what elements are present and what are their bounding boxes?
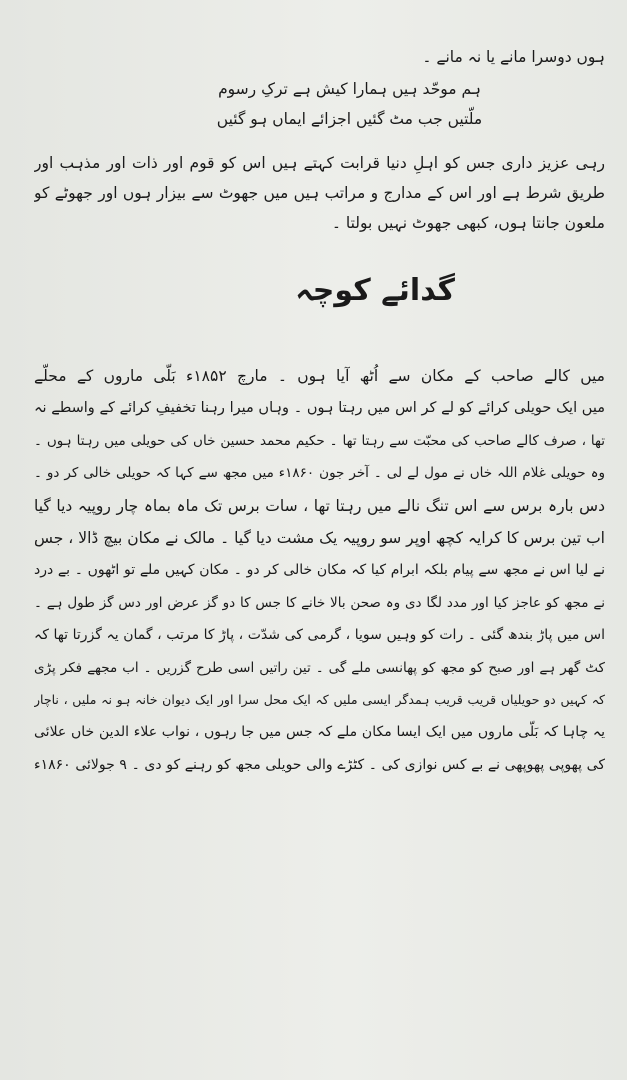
- paragraph-house: [34, 360, 605, 781]
- verse-line: ہم موحّد ہیں ہمارا کیش ہے ترکِ رسوم: [218, 80, 481, 98]
- paragraph-line: طریق شرط ہے اور اس کے مدارج و مراتب ہیں میں جھوٹ سے بیزار ہوں اور جھوٹے کو: [34, 184, 605, 202]
- paragraph-line: رہی عزیز داری جس کو اہلِ دنیا قرابت کہتے ہیں اس کو قوم اور ذات اور مذہب اور: [34, 154, 605, 172]
- section-heading: گدائے کوچہ: [295, 273, 455, 308]
- paragraph-line: اس میں پاڑ بندھ گئی ۔ رات کو وہیں سویا ، گرمی کی شدّت ، پاڑ کا مرتب ، گمان یہ گزرتا تھا کہ: [34, 627, 605, 644]
- verse-line: ملّتیں جب مٹ گئیں اجزائے ایماں ہو گئیں: [216, 110, 483, 128]
- paragraph-line: کٹ گھر ہے اور صبح کو مجھ کو پھانسی ملے گی ۔ تین راتیں اسی طرح گزریں ۔ اب مجھے فکر پڑی: [34, 659, 605, 676]
- paragraph-line: اب تین برس کا کرایہ کچھ اوپر سو روپیہ یک مشت دیا گیا ۔ مالک نے مکان بیچ ڈالا ، جس: [34, 529, 605, 548]
- verse-couplet: [34, 74, 605, 134]
- paragraph-line: وہ حویلی غلام اللہ خاں نے مول لے لی ۔ آخر جون ۱۸۶۰ء میں مجھ سے کہا کہ حویلی خالی کر دو ۔: [34, 465, 605, 482]
- paragraph-line: کی پھوپی پھوپھی نے بے کس نوازی کی ۔ کٹڑے والی حویلی مجھ کو رہنے کو دی ۔ ۹ جولائی ۱۸۶۰ء: [34, 756, 605, 773]
- paragraph-line: دس بارہ برس سے اس تنگ نالے میں رہتا تھا ، سات برس تک ماہ بماہ چار روپیہ دیا گیا: [34, 496, 605, 515]
- paragraph-line: میں کالے صاحب کے مکان سے اُٹھ آیا ہوں ۔ مارچ ۱۸۵۲ء بَلّی ماروں کے محلّے: [34, 367, 605, 385]
- paragraph-line: ملعون جانتا ہوں، کبھی جھوٹ نہیں بولتا ۔: [331, 214, 605, 232]
- paragraph-line: نے مجھ کو عاجز کیا اور مدد لگا دی وہ صحن بالا خانے کا جس کا دو گز عرض اور دس گز طول ہے ۔: [34, 594, 605, 611]
- paragraph-line: نے لیا اس نے مجھ سے پیام بلکہ ابرام کیا کہ مکان خالی کر دو ۔ مکان کہیں ملے تو اٹھوں ۔ بے درد: [34, 562, 605, 579]
- paragraph-line: میں ایک حویلی کرائے کو لے کر اس میں رہتا ہوں ۔ وہاں میرا رہنا تخفیفِ کرائے کے واسطے نہ: [34, 400, 605, 417]
- intro-line: ہوں دوسرا مانے یا نہ مانے ۔: [422, 48, 605, 66]
- paragraph-line: یہ چاہا کہ بَلّی ماروں میں ایک ایسا مکان ملے کہ جس میں جا رہوں ، نواب علاء الدین خاں علائی: [34, 724, 605, 741]
- paragraph-line: کہ کہیں دو حویلیاں قریب قریب ہمدگر ایسی ملیں کہ ایک محل سرا اور ایک دیوان خانہ ہو نہ ملیں ، ناچار: [34, 692, 605, 708]
- paragraph-relatives: [34, 148, 605, 238]
- paragraph-line: تھا ، صرف کالے صاحب کی محبّت سے رہتا تھا ۔ حکیم محمد حسین خاں کی حویلی میں رہتا ہوں ۔: [34, 432, 605, 449]
